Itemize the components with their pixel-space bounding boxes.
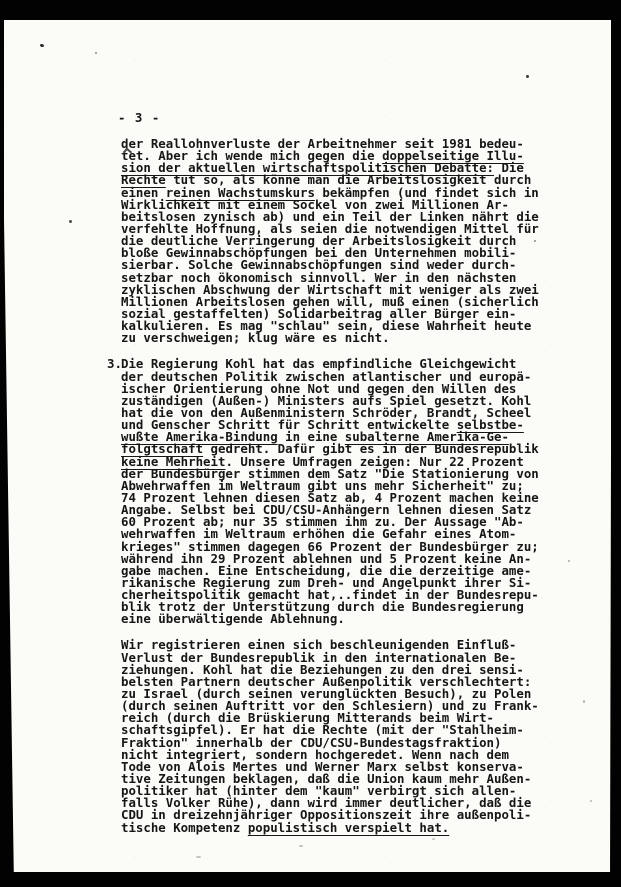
text-segment: tische Kompetenz (121, 819, 248, 835)
text-segment: cherheitspolitik gemacht hat,..findet in der Bundesrepu- (121, 587, 539, 603)
text-line (121, 819, 561, 835)
text-segment: 74 Prozent lehnen diesen Satz ab, 4 Prozent machen keine (121, 489, 539, 505)
scan-border-right (610, 18, 621, 887)
text-segment: reinen Wachstumskurs (165, 184, 315, 200)
text-segment: Tode von Alois Mertes und Werner Marx selbst konserva- (121, 758, 524, 774)
scan-artifact (95, 52, 97, 54)
scan-artifact (432, 838, 435, 840)
document-page (4, 20, 611, 872)
scan-artifact (590, 800, 592, 802)
paragraph (107, 356, 561, 627)
text-line (121, 613, 561, 625)
text-segment: keine Mehrheit (121, 453, 226, 469)
text-segment: während ihn 29 Prozent ablehnen und 5 Prozent keine An- (121, 550, 532, 566)
text-segment: rikanische Regierung zum Dreh- und Angelpunkt ihrer Si- (121, 574, 532, 590)
text-segment: der Bundesbürger stimmen dem Satz "Die Stationierung von (121, 465, 539, 481)
text-segment: und Genscher Schritt für Schritt entwickelte (121, 417, 457, 433)
page-number: - 3 - (118, 110, 161, 125)
paragraph (121, 138, 561, 344)
scan-artifact (526, 75, 529, 78)
text-segment: bloße Gewinnabschöpfungen bei den Unternehmen mobili- (121, 245, 517, 261)
text-segment: Millionen Arbeitslosen gehen will, muß einen (sicherlich (121, 293, 539, 309)
text-segment: zu verschweigen; klug wäre es nicht. (121, 330, 390, 346)
text-segment: eine überwältigende Ablehnung. (121, 611, 345, 627)
text-segment: politiker hat (hinter dem "kaum" verbirgt sich allen- (121, 783, 517, 799)
text-segment: Wir registrieren einen sich beschleunigenden Einfluß- (121, 637, 517, 653)
text-segment: tet. Aber ich wende mich gegen die (121, 148, 383, 164)
scan-artifact (534, 240, 536, 242)
list-marker: 3. (107, 356, 122, 372)
document-body (107, 136, 561, 848)
text-segment: setzbar noch ökonomisch sinnvoll. Wer in den nächsten (121, 269, 517, 285)
text-segment: Rechte (121, 172, 166, 188)
text-segment: folgtschaft (121, 441, 204, 457)
text-segment: reich (durch die Brüskierung Mitterands beim Wirt- (121, 710, 494, 726)
text-segment: der Reallohnverluste der Arbeitnehmer seit 1981 bedeu- (121, 136, 524, 151)
text-segment: doppelseitige Illu- (382, 148, 524, 164)
text-segment: schaftsgipfel). Er hat die Rechte (mit der "Stahlheim- (121, 722, 524, 738)
text-segment: Die (494, 160, 524, 176)
text-segment: wußte Amerika-Bindung (121, 429, 278, 445)
text-segment: nicht integriert, sondern hochgeredet. Wenn nach dem (121, 746, 509, 762)
text-segment: einen (121, 184, 166, 200)
text-segment: hat die von den Außenministern Schröder, Brandt, Scheel (121, 404, 532, 420)
text-segment: tut so, als könne man die Arbeitslosigkeit durch (165, 172, 532, 188)
text-segment: ziehungen. Kohl hat die Beziehungen zu den drei sensi- (121, 661, 524, 677)
text-segment: Angabe. Selbst bei CDU/CSU-Anhängern lehnen diesen Satz (121, 502, 532, 518)
scan-artifact (69, 220, 72, 223)
text-segment: der deutschen Politik zwischen atlantischer und europä- (121, 368, 532, 384)
text-segment: CDU in dreizehnjähriger Oppositionszeit ihre außenpoli- (121, 807, 532, 823)
text-segment: die deutliche Verringerung der Arbeitslosigkeit durch (121, 233, 517, 249)
text-segment: ischer Orientierung ohne Not und gegen den Willen des (121, 380, 517, 396)
text-segment: belsten Partnern deutscher Außenpolitik verschlechtert: (121, 673, 532, 689)
text-segment: Fraktion" innerhalb der CDU/CSU-Bundestagsfraktion) (121, 734, 502, 750)
text-segment: blik trotz der Unterstützung durch die Bundesregierung (121, 599, 524, 615)
text-segment: beitslosen zynisch ab) und ein Teil der Linken nährt die (121, 208, 539, 224)
text-segment: (durch seinen Auftritt vor den Schlesiern) und zu Frank- (121, 698, 539, 714)
text-segment: in eine (277, 429, 345, 445)
text-segment: Abwehrwaffen im Weltraum gibt uns mehr Sicherheit" zu; (121, 477, 524, 493)
text-segment: falls Volker Rühe), dann wird immer deutlicher, daß die (121, 795, 532, 811)
text-segment: kalkulieren. Es mag "schlau" sein, diese Wahrheit heute (121, 318, 532, 334)
text-segment: populistisch verspielt hat. (247, 819, 450, 835)
text-segment: subalterne Amerika-Ge- (344, 429, 509, 445)
text-segment: sozial gestaffelten) Solidarbeitrag aller Bürger ein- (121, 305, 517, 321)
paragraph (121, 639, 561, 833)
text-segment: sierbar. Solche Gewinnabschöpfungen sind weder durch- (121, 257, 517, 273)
text-segment: tive Zeitungen beklagen, daß die Union kaum mehr Außen- (121, 771, 532, 787)
text-segment: 60 Prozent ab; nur 35 stimmen ihm zu. Der Aussage "Ab- (121, 514, 524, 530)
text-segment: wehrwaffen im Weltraum erhöhen die Gefahr eines Atom- (121, 526, 517, 542)
text-segment: bekämpfen (und findet sich in (314, 184, 539, 200)
text-segment: Verlust der Bundesrepublik in den internationalen Be- (121, 649, 517, 665)
text-segment: selbstbe- (456, 417, 524, 433)
text-segment: Wirklichkeit mit einem Sockel von zwei Millionen Ar- (121, 196, 509, 212)
scan-artifact (299, 845, 303, 847)
text-segment: Die Regierung Kohl hat das empfindliche Gleichgewicht (121, 356, 517, 372)
text-segment: krieges" stimmen dagegen 66 Prozent der Bundesbürger zu; (121, 538, 539, 554)
text-segment: . Unsere Umfragen zeigen: Nur 22 Prozent (225, 453, 524, 469)
text-segment: zyklischen Abschwung der Wirtschaft mit weniger als zwei (121, 281, 539, 297)
scan-artifact (583, 700, 585, 703)
text-segment: zuständigen (Außen-) Ministers aufs Spiel gesetzt. Kohl (121, 392, 532, 408)
text-segment: verfehlte Hoffnung, als seien die notwendigen Mittel für (121, 220, 539, 236)
text-segment: sion der aktuellen wirtschaftspolitischen Debatte: (121, 160, 494, 176)
scan-artifact (196, 856, 201, 858)
text-segment: gedreht. Dafür gibt es in der Bundesrepublik (203, 441, 539, 457)
text-line (121, 332, 561, 344)
text-segment: zu Israel (durch seinen verunglückten Besuch), zu Polen (121, 686, 532, 702)
text-segment: gabe machen. Eine Entscheidung, die die derzeitige ame- (121, 562, 532, 578)
scan-artifact (568, 560, 570, 562)
